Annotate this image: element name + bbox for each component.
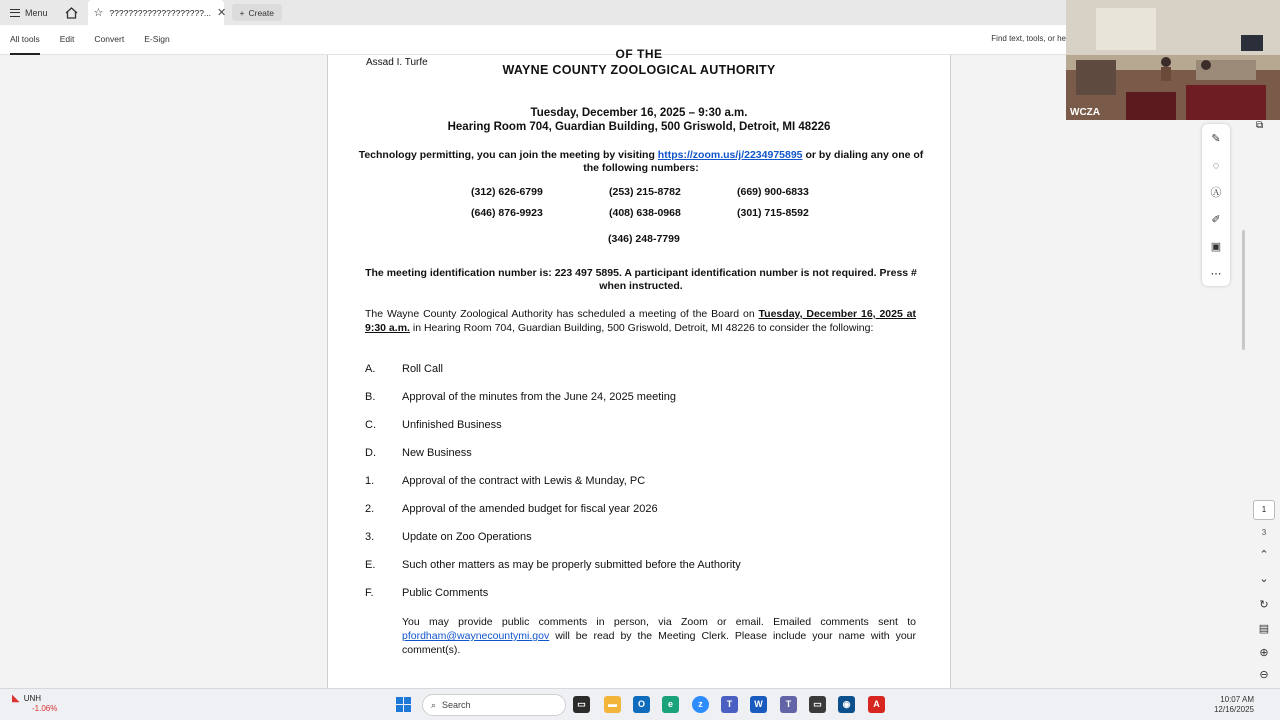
star-icon[interactable]: ☆: [93, 7, 104, 19]
authority-title: WAYNE COUNTY ZOOLOGICAL AUTHORITY: [502, 63, 776, 77]
menu-label: Menu: [25, 7, 48, 18]
total-pages: 3: [1261, 528, 1267, 537]
agenda-text: Approval of the contract with Lewis & Munday, PC: [402, 475, 646, 487]
document-viewer[interactable]: [0, 47, 1200, 688]
of-the-heading: OF THE: [615, 47, 663, 61]
pencil-icon[interactable]: ✎: [1211, 133, 1221, 145]
document-tab[interactable]: [88, 0, 227, 25]
agenda-item: [365, 391, 676, 403]
agenda-item: [365, 363, 443, 375]
more-icon[interactable]: ⋯: [1210, 268, 1222, 280]
agenda-text: Unfinished Business: [402, 419, 502, 431]
lasso-icon[interactable]: ◌: [1212, 160, 1220, 172]
agenda-item: [365, 447, 472, 459]
title-bar: [0, 0, 1066, 25]
stock-icon: ◣: [12, 693, 20, 704]
intro-paragraph: [365, 307, 916, 335]
agenda-marker: A.: [365, 363, 376, 375]
agenda-marker: 1.: [365, 475, 375, 487]
chevron-down-icon[interactable]: ⌄: [1259, 573, 1269, 585]
tab-e-sign[interactable]: E-Sign: [144, 33, 170, 44]
close-tab-icon[interactable]: ✕: [217, 7, 227, 19]
teams-chat-icon[interactable]: T: [780, 696, 797, 713]
webcam-feed: [1066, 0, 1280, 120]
current-page-input[interactable]: 1: [1253, 500, 1275, 520]
tab-all-tools[interactable]: All tools: [0, 25, 50, 55]
intro-pre: The Wayne County Zoological Authority has scheduled a meeting of the Board on: [365, 308, 759, 320]
phone-number: (312) 626-6799: [471, 186, 543, 198]
terminal-icon[interactable]: ▭: [809, 696, 826, 713]
phone-number: (646) 876-9923: [471, 207, 543, 219]
refresh-icon[interactable]: ↻: [1259, 599, 1269, 611]
agenda-marker: C.: [365, 419, 376, 431]
tech-text-post: or by dialing any one of the following numbers:: [583, 149, 924, 174]
agenda-marker: F.: [365, 587, 374, 599]
agenda-text: Update on Zoo Operations: [402, 531, 532, 543]
edge-icon[interactable]: e: [662, 696, 679, 713]
agenda-marker: E.: [365, 559, 376, 571]
webcam-label: WCZA: [1070, 107, 1100, 118]
header-name: Assad I. Turfe: [366, 57, 428, 68]
note-post: will be read by the Meeting Clerk. Please include your name with your comment(s).: [402, 630, 916, 656]
home-button[interactable]: [58, 0, 86, 25]
plus-icon: +: [239, 7, 245, 18]
pdf-page: [327, 47, 951, 695]
task-view-icon[interactable]: ▭: [573, 696, 590, 713]
note-pre: You may provide public comments in person, via Zoom or email. Emailed comments sent to: [402, 616, 916, 628]
agenda-text: Approval of the minutes from the June 24, 2025 meeting: [402, 391, 676, 403]
highlighter-icon[interactable]: ✐: [1211, 214, 1221, 226]
create-button[interactable]: [232, 4, 282, 21]
agenda-item: [365, 503, 658, 515]
meeting-date: Tuesday, December 16, 2025 – 9:30 a.m.: [530, 107, 748, 119]
stamp-icon[interactable]: ▣: [1210, 241, 1222, 253]
vpn-icon[interactable]: ◉: [838, 696, 855, 713]
meeting-location: Hearing Room 704, Guardian Building, 500 Griswold, Detroit, MI 48226: [447, 121, 831, 133]
agenda-text: Public Comments: [402, 587, 489, 599]
create-label: Create: [248, 7, 274, 18]
tab-title: ????????????????????...: [109, 7, 212, 18]
windows-taskbar: [0, 688, 1280, 720]
copy-icon[interactable]: ⧉: [1256, 120, 1264, 131]
tab-convert[interactable]: Convert: [94, 33, 125, 44]
agenda-text: Approval of the amended budget for fiscal year 2026: [402, 503, 658, 515]
agenda-marker: 2.: [365, 503, 375, 515]
clock-time: 10:07 AM: [1220, 695, 1254, 704]
agenda-marker: 3.: [365, 531, 375, 543]
agenda-item: [365, 475, 645, 487]
intro-date: Tuesday, December 16, 2025 at 9:30 a.m.: [365, 308, 916, 334]
search-placeholder: Search: [442, 700, 471, 710]
public-comment-note: [402, 615, 916, 657]
agenda-text: Such other matters as may be properly submitted before the Authority: [402, 559, 741, 571]
agenda-text: New Business: [402, 447, 472, 459]
scrollbar[interactable]: [1242, 230, 1245, 350]
stock-change: -1.06%: [32, 704, 58, 713]
phone-number: (408) 638-0968: [609, 207, 681, 219]
outlook-icon[interactable]: O: [633, 696, 650, 713]
agenda-item: [365, 419, 502, 431]
agenda-marker: B.: [365, 391, 376, 403]
zoom-in-icon[interactable]: ⊕: [1259, 647, 1269, 659]
meeting-room-image: [1066, 0, 1280, 120]
home-icon: [65, 7, 78, 19]
phone-number: (253) 215-8782: [609, 186, 681, 198]
zoom-link[interactable]: https://zoom.us/j/2234975895: [657, 149, 803, 161]
menu-button[interactable]: [0, 0, 58, 25]
technology-paragraph: [358, 149, 924, 175]
agenda-item: [365, 559, 741, 571]
agenda-marker: D.: [365, 447, 376, 459]
right-tools-panel: [1200, 120, 1280, 688]
phone-number: (301) 715-8592: [737, 207, 809, 219]
tab-edit[interactable]: Edit: [59, 33, 75, 44]
taskbar-search[interactable]: [422, 694, 566, 716]
agenda-item: [365, 531, 532, 543]
meeting-id-text: The meeting identification number is: 223 497 5895. A participant identification number is not required. Press # when instructed.: [365, 267, 917, 292]
acrobat-icon[interactable]: A: [868, 696, 885, 713]
stock-widget[interactable]: [12, 694, 57, 714]
hamburger-icon: [10, 9, 20, 17]
find-input[interactable]: Find text, tools, or he: [991, 34, 1066, 43]
chevron-up-icon[interactable]: ⌃: [1259, 549, 1269, 561]
email-link[interactable]: pfordham@waynecountymi.gov: [402, 630, 550, 642]
stock-symbol: UNH: [23, 694, 42, 703]
teams-icon[interactable]: T: [721, 696, 738, 713]
windows-start-icon[interactable]: [396, 697, 412, 713]
quick-tools-strip: [1202, 124, 1230, 286]
tech-text-pre: Technology permitting, you can join the meeting by visiting: [358, 149, 658, 161]
agenda-text: Roll Call: [402, 363, 443, 375]
text-box-icon[interactable]: Ⓐ: [1210, 187, 1222, 199]
zoom-app-icon[interactable]: z: [692, 696, 709, 713]
system-clock[interactable]: [1214, 695, 1254, 715]
clock-date: 12/16/2025: [1213, 705, 1254, 714]
agenda-item: [365, 587, 488, 599]
phone-number: (669) 900-6833: [737, 186, 809, 198]
word-icon[interactable]: W: [750, 696, 767, 713]
zoom-out-icon[interactable]: ⊖: [1259, 669, 1269, 681]
phone-number: (346) 248-7799: [608, 233, 680, 245]
file-explorer-icon[interactable]: ▬: [604, 696, 621, 713]
document-icon[interactable]: ▤: [1258, 623, 1270, 635]
intro-post: in Hearing Room 704, Guardian Building, 500 Griswold, Detroit, MI 48226 to consider the following:: [409, 322, 874, 334]
search-icon: ⌕: [431, 699, 437, 710]
